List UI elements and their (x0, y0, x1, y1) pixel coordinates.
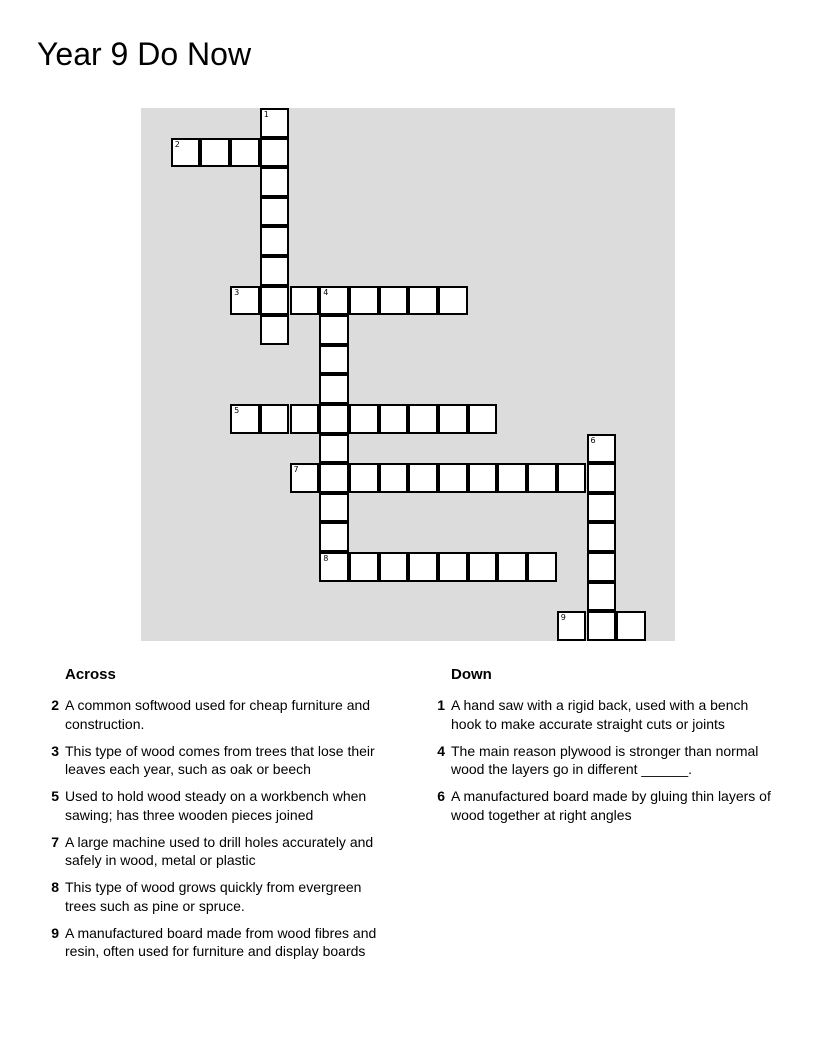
across-clue-item (45, 696, 395, 733)
cell-clue-number: 2 (174, 139, 180, 149)
down-clue-list (431, 696, 781, 824)
crossword-cell[interactable] (230, 286, 260, 316)
crossword-cell[interactable] (349, 286, 379, 316)
across-clue-item (45, 787, 395, 824)
across-clues-section (45, 664, 395, 969)
crossword-cell[interactable] (527, 552, 557, 582)
crossword-cell[interactable] (171, 138, 201, 168)
cell-clue-number: 5 (234, 406, 240, 415)
crossword-cell[interactable] (587, 522, 617, 552)
clue-number: 7 (51, 833, 59, 850)
crossword-cell[interactable] (290, 463, 320, 493)
crossword-cell[interactable] (230, 404, 260, 434)
clue-number: 8 (51, 879, 59, 895)
crossword-cell[interactable] (557, 611, 587, 641)
down-clue-item (431, 696, 781, 733)
crossword-cell[interactable] (260, 197, 290, 227)
crossword-cell[interactable] (468, 552, 498, 582)
crossword-cell[interactable] (497, 552, 527, 582)
clue-text: A hand saw with a rigid back, used with a bench hook to make accurate straight cuts or joints (451, 697, 749, 732)
crossword-cell[interactable] (260, 286, 290, 316)
crossword-cell[interactable] (349, 463, 379, 493)
crossword-cell[interactable] (438, 552, 468, 582)
crossword-cell[interactable] (319, 374, 349, 404)
across-heading: Across (65, 666, 116, 683)
down-clue-item (431, 742, 781, 779)
crossword-cell[interactable] (290, 404, 320, 434)
clue-text: A manufactured board made by gluing thin layers of wood together at right angles (451, 788, 771, 823)
crossword-cell[interactable] (557, 463, 587, 493)
crossword-cell[interactable] (438, 463, 468, 493)
cell-clue-number: 7 (293, 465, 299, 475)
crossword-cell[interactable] (497, 463, 527, 493)
crossword-cell[interactable] (319, 493, 349, 523)
crossword-cell[interactable] (438, 404, 468, 434)
crossword-cell[interactable] (319, 404, 349, 434)
crossword-cell[interactable] (349, 552, 379, 582)
crossword-cell[interactable] (319, 315, 349, 345)
crossword-cell[interactable] (319, 463, 349, 493)
clue-text: This type of wood comes from trees that lose their leaves each year, such as oak or beech (65, 742, 375, 777)
clue-text: Used to hold wood steady on a workbench when sawing; has three wooden pieces joined (65, 788, 367, 823)
cell-clue-number: 3 (234, 287, 240, 297)
across-clue-item (45, 924, 395, 961)
crossword-cell[interactable] (319, 552, 349, 582)
across-clue-item (45, 833, 395, 870)
crossword-cell[interactable] (438, 286, 468, 316)
crossword-cell[interactable] (408, 404, 438, 434)
crossword-cell[interactable] (349, 404, 379, 434)
crossword-cell[interactable] (379, 463, 409, 493)
crossword-cell[interactable] (408, 463, 438, 493)
clue-number: 4 (437, 742, 445, 759)
crossword-cell[interactable] (587, 493, 617, 523)
down-heading: Down (451, 666, 492, 683)
page-title: Year 9 Do Now (37, 36, 252, 72)
crossword-cell[interactable] (260, 138, 290, 168)
crossword-cell[interactable] (319, 286, 349, 316)
crossword-cell[interactable] (587, 463, 617, 493)
cell-clue-number: 4 (323, 287, 329, 297)
crossword-cell[interactable] (587, 611, 617, 641)
crossword-cell[interactable] (260, 167, 290, 197)
across-clue-list (45, 696, 395, 961)
crossword-cell[interactable] (587, 434, 617, 464)
crossword-cell[interactable] (408, 552, 438, 582)
clue-number: 6 (437, 788, 445, 804)
clue-number: 5 (51, 788, 59, 804)
clue-number: 1 (437, 697, 445, 713)
crossword-cell[interactable] (379, 552, 409, 582)
down-clues-section (431, 664, 781, 833)
across-clue-item (45, 878, 395, 915)
crossword-cell[interactable] (319, 345, 349, 375)
clue-number: 2 (51, 697, 59, 713)
crossword-cell[interactable] (319, 522, 349, 552)
crossword-cell[interactable] (290, 286, 320, 316)
crossword-cell[interactable] (468, 463, 498, 493)
cell-clue-number: 1 (263, 110, 269, 119)
crossword-cell[interactable] (587, 552, 617, 582)
crossword-cell[interactable] (260, 404, 290, 434)
cell-clue-number: 9 (560, 613, 566, 623)
crossword-cell[interactable] (379, 286, 409, 316)
crossword-cell[interactable] (468, 404, 498, 434)
crossword-cell[interactable] (260, 315, 290, 345)
crossword-cell[interactable] (587, 582, 617, 612)
crossword-grid (141, 108, 675, 641)
crossword-cell[interactable] (200, 138, 230, 168)
clue-text: A manufactured board made from wood fibres and resin, often used for furniture and display boards (65, 924, 377, 959)
down-clue-item (431, 787, 781, 824)
clue-text: A large machine used to drill holes accurately and safely in wood, metal or plastic (65, 833, 374, 868)
crossword-cell[interactable] (260, 108, 290, 138)
crossword-cell[interactable] (260, 256, 290, 286)
crossword-cell[interactable] (319, 434, 349, 464)
across-clue-item (45, 742, 395, 779)
crossword-cell[interactable] (260, 226, 290, 256)
crossword-cell[interactable] (230, 138, 260, 168)
clue-text: A common softwood used for cheap furniture and construction. (65, 697, 371, 732)
crossword-cell[interactable] (527, 463, 557, 493)
clue-number: 3 (51, 742, 59, 759)
crossword-cell[interactable] (379, 404, 409, 434)
clue-text: This type of wood grows quickly from evergreen trees such as pine or spruce. (65, 879, 362, 914)
cell-clue-number: 8 (323, 554, 329, 563)
clue-text: The main reason plywood is stronger than normal wood the layers go in different ______. (451, 742, 759, 777)
cell-clue-number: 6 (590, 435, 596, 445)
clue-number: 9 (51, 924, 59, 941)
crossword-cell[interactable] (408, 286, 438, 316)
crossword-cell[interactable] (616, 611, 646, 641)
